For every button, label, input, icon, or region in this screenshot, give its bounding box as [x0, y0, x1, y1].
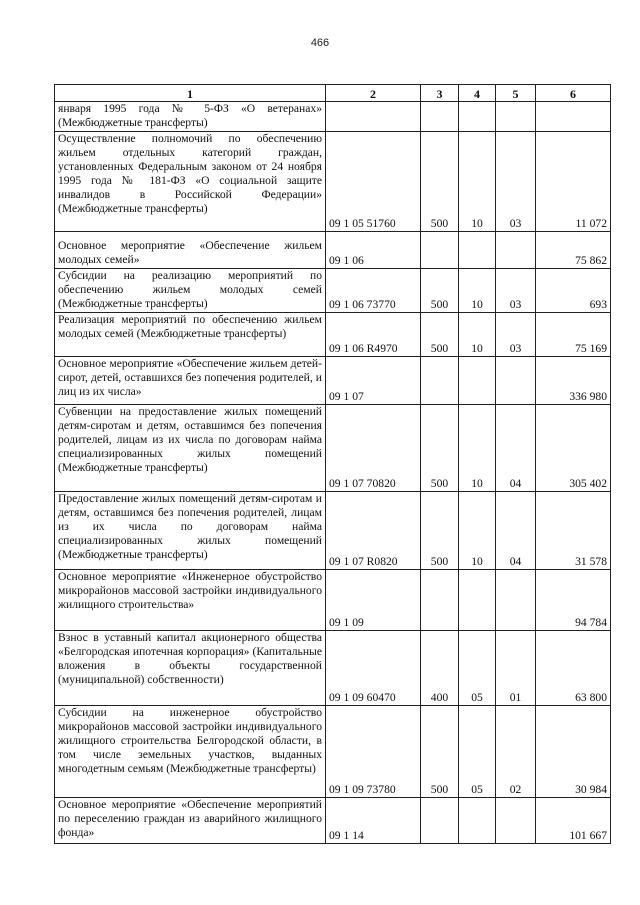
row-code: 09 1 07 R0820: [326, 492, 421, 570]
row-sum: 75 862: [536, 232, 611, 269]
row-col5: [496, 102, 536, 132]
column-header: 6: [536, 85, 611, 102]
row-col3: 500: [421, 405, 459, 492]
budget-table: [54, 84, 611, 844]
row-col5: 03: [496, 313, 536, 357]
page-number: 466: [310, 37, 330, 49]
row-col4: 10: [459, 313, 496, 357]
row-col4: 10: [459, 269, 496, 313]
row-col4: [459, 102, 496, 132]
row-col5: 01: [496, 631, 536, 706]
row-col3: [421, 232, 459, 269]
row-col5: [496, 232, 536, 269]
row-sum: 31 578: [536, 492, 611, 570]
row-name: Субсидии на инженерное обустройство микрорайонов массовой застройки индивидуального жилищного строительства Белгородской области, в том числе земельных участков, выданных многодетным семьям (Межбюджетные трансферты): [55, 706, 326, 798]
row-col3: 500: [421, 492, 459, 570]
row-sum: 305 402: [536, 405, 611, 492]
row-code: 09 1 09 73780: [326, 706, 421, 798]
row-code: 09 1 07 70820: [326, 405, 421, 492]
row-sum: [536, 102, 611, 132]
row-col4: [459, 570, 496, 631]
table-row: [55, 798, 611, 844]
row-col5: 04: [496, 405, 536, 492]
row-col4: [459, 798, 496, 844]
row-col3: 500: [421, 313, 459, 357]
row-col3: 500: [421, 132, 459, 232]
table-row: [55, 102, 611, 132]
table-row: [55, 232, 611, 269]
row-col5: [496, 357, 536, 405]
row-sum: 75 169: [536, 313, 611, 357]
row-col3: 400: [421, 631, 459, 706]
row-col3: 500: [421, 706, 459, 798]
row-code: 09 1 14: [326, 798, 421, 844]
table-row: [55, 357, 611, 405]
row-col3: [421, 798, 459, 844]
row-name: Основное мероприятие «Обеспечение жильем детей-сирот, детей, оставшихся без попечения родителей, и лиц из их числа»: [55, 357, 326, 405]
row-name: Реализация мероприятий по обеспечению жильем молодых семей (Межбюджетные трансферты): [55, 313, 326, 357]
row-code: 09 1 09: [326, 570, 421, 631]
row-code: [326, 102, 421, 132]
row-sum: 94 784: [536, 570, 611, 631]
column-header: 3: [421, 85, 459, 102]
row-col4: 10: [459, 132, 496, 232]
table-row: [55, 269, 611, 313]
row-sum: 11 072: [536, 132, 611, 232]
column-header: 2: [326, 85, 421, 102]
table-row: [55, 492, 611, 570]
row-sum: 693: [536, 269, 611, 313]
row-name: Предоставление жилых помещений детям-сиротам и детям, оставшимся без попечения родителей, лицам из их числа по договорам найма специализированных жилых помещений (Межбюджетные трансферты): [55, 492, 326, 570]
column-header: 1: [55, 85, 326, 102]
row-code: 09 1 07: [326, 357, 421, 405]
row-col5: [496, 570, 536, 631]
row-col3: [421, 357, 459, 405]
table-row: [55, 405, 611, 492]
row-sum: 336 980: [536, 357, 611, 405]
row-name: Взнос в уставный капитал акционерного общества «Белгородская ипотечная корпорация» (Капитальные вложения в объекты государственной (муниципальной) собственности): [55, 631, 326, 706]
row-name: Осуществление полномочий по обеспечению жильем отдельных категорий граждан, установленных Федеральным законом от 24 ноября 1995 года № 181-ФЗ «О социальной защите инвалидов в Российской Федерации» (Межбюджетные трансферты): [55, 132, 326, 232]
row-code: 09 1 09 60470: [326, 631, 421, 706]
row-col3: 500: [421, 269, 459, 313]
row-col5: 04: [496, 492, 536, 570]
row-col3: [421, 570, 459, 631]
row-col5: 02: [496, 706, 536, 798]
row-col4: 10: [459, 492, 496, 570]
row-code: 09 1 06 R4970: [326, 313, 421, 357]
table-row: [55, 313, 611, 357]
row-col4: [459, 357, 496, 405]
table-row: [55, 631, 611, 706]
row-sum: 30 984: [536, 706, 611, 798]
row-col4: 05: [459, 631, 496, 706]
row-col3: [421, 102, 459, 132]
row-name: Основное мероприятие «Обеспечение жильем молодых семей»: [55, 232, 326, 269]
row-col4: 10: [459, 405, 496, 492]
row-name: января 1995 года № 5-ФЗ «О ветеранах» (Межбюджетные трансферты): [55, 102, 326, 132]
row-code: 09 1 06: [326, 232, 421, 269]
row-code: 09 1 05 51760: [326, 132, 421, 232]
table-row: [55, 570, 611, 631]
row-name: Субсидии на реализацию мероприятий по обеспечению жильем молодых семей (Межбюджетные трансферты): [55, 269, 326, 313]
row-code: 09 1 06 73770: [326, 269, 421, 313]
table-row: [55, 706, 611, 798]
row-sum: 101 667: [536, 798, 611, 844]
row-col5: 03: [496, 132, 536, 232]
row-col4: [459, 232, 496, 269]
table-row: [55, 132, 611, 232]
column-header: 5: [496, 85, 536, 102]
row-name: Основное мероприятие «Обеспечение мероприятий по переселению граждан из аварийного жилищного фонда»: [55, 798, 326, 844]
row-sum: 63 800: [536, 631, 611, 706]
row-name: Основное мероприятие «Инженерное обустройство микрорайонов массовой застройки индивидуального жилищного строительства»: [55, 570, 326, 631]
table-header-row: [55, 85, 611, 102]
row-name: Субвенции на предоставление жилых помещений детям-сиротам и детям, оставшимся без попечения родителей, лицам из их числа по договорам найма специализированных жилых помещений (Межбюджетные трансферты): [55, 405, 326, 492]
row-col4: 05: [459, 706, 496, 798]
column-header: 4: [459, 85, 496, 102]
row-col5: 03: [496, 269, 536, 313]
row-col5: [496, 798, 536, 844]
